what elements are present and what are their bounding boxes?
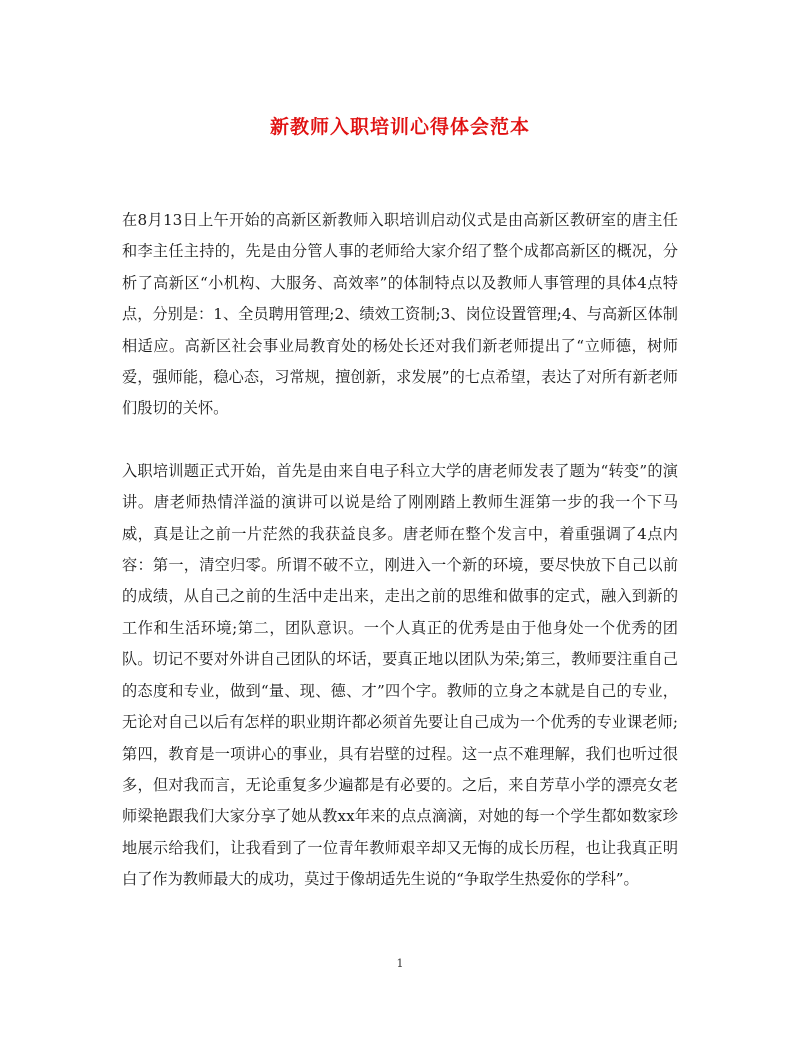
paragraph-2: 入职培训题正式开始，首先是由来自电子科立大学的唐老师发表了题为“转变”的演讲。唐老师热情洋溢的演讲可以说是给了刚刚踏上教师生涯第一步的我一个下马威，真是让之前一片茫然的我获益良多。唐老师在整个发言中，着重强调了4点内容：第一，清空归零。所谓不破不立，刚进入一个新的环境，要尽快放下自己以前的成绩，从自己之前的生活中走出来，走出之前的思维和做事的定式，融入到新的工作和生活环境;第二，团队意识。一个人真正的优秀是由于他身处一个优秀的团队。切记不要对外讲自己团队的坏话，要真正地以团队为荣;第三，教师要注重自己的态度和专业，做到“量、现、德、才”四个字。教师的立身之本就是自己的专业，无论对自己以后有怎样的职业期许都必须首先要让自己成为一个优秀的专业课老师;第四，教育是一项讲心的事业，具有岩壁的过程。这一点不难理解，我们也听过很多，但对我而言，无论重复多少遍都是有必要的。之后，来自芳草小学的漂亮女老师梁艳跟我们大家分享了她从教xx年来的点点滴滴，对她的每一个学生都如数家珍地展示给我们，让我看到了一位青年教师艰辛却又无悔的成长历程，也让我真正明白了作为教师最大的成功，莫过于像胡适先生说的“争取学生热爱你的学科”。 <box>122 461 678 889</box>
document-body <box>122 205 678 896</box>
document-title: 新教师入职培训心得体会范本 <box>269 116 530 138</box>
paragraph-1: 在8月13日上午开始的高新区新教师入职培训启动仪式是由高新区教研室的唐主任和李主任主持的，先是由分管人事的老师给大家介绍了整个成都高新区的概况，分析了高新区“小机构、大服务、高效率”的体制特点以及教师人事管理的具体4点特点，分别是：1、全员聘用管理;2、绩效工资制;3、岗位设置管理;4、与高新区体制相适应。高新区社会事业局教育处的杨处长还对我们新老师提出了“立师德，树师爱，强师能，稳心态，习常规，擅创新，求发展”的七点希望，表达了对所有新老师们殷切的关怀。 <box>122 211 678 418</box>
page-number: 1 <box>396 957 404 970</box>
